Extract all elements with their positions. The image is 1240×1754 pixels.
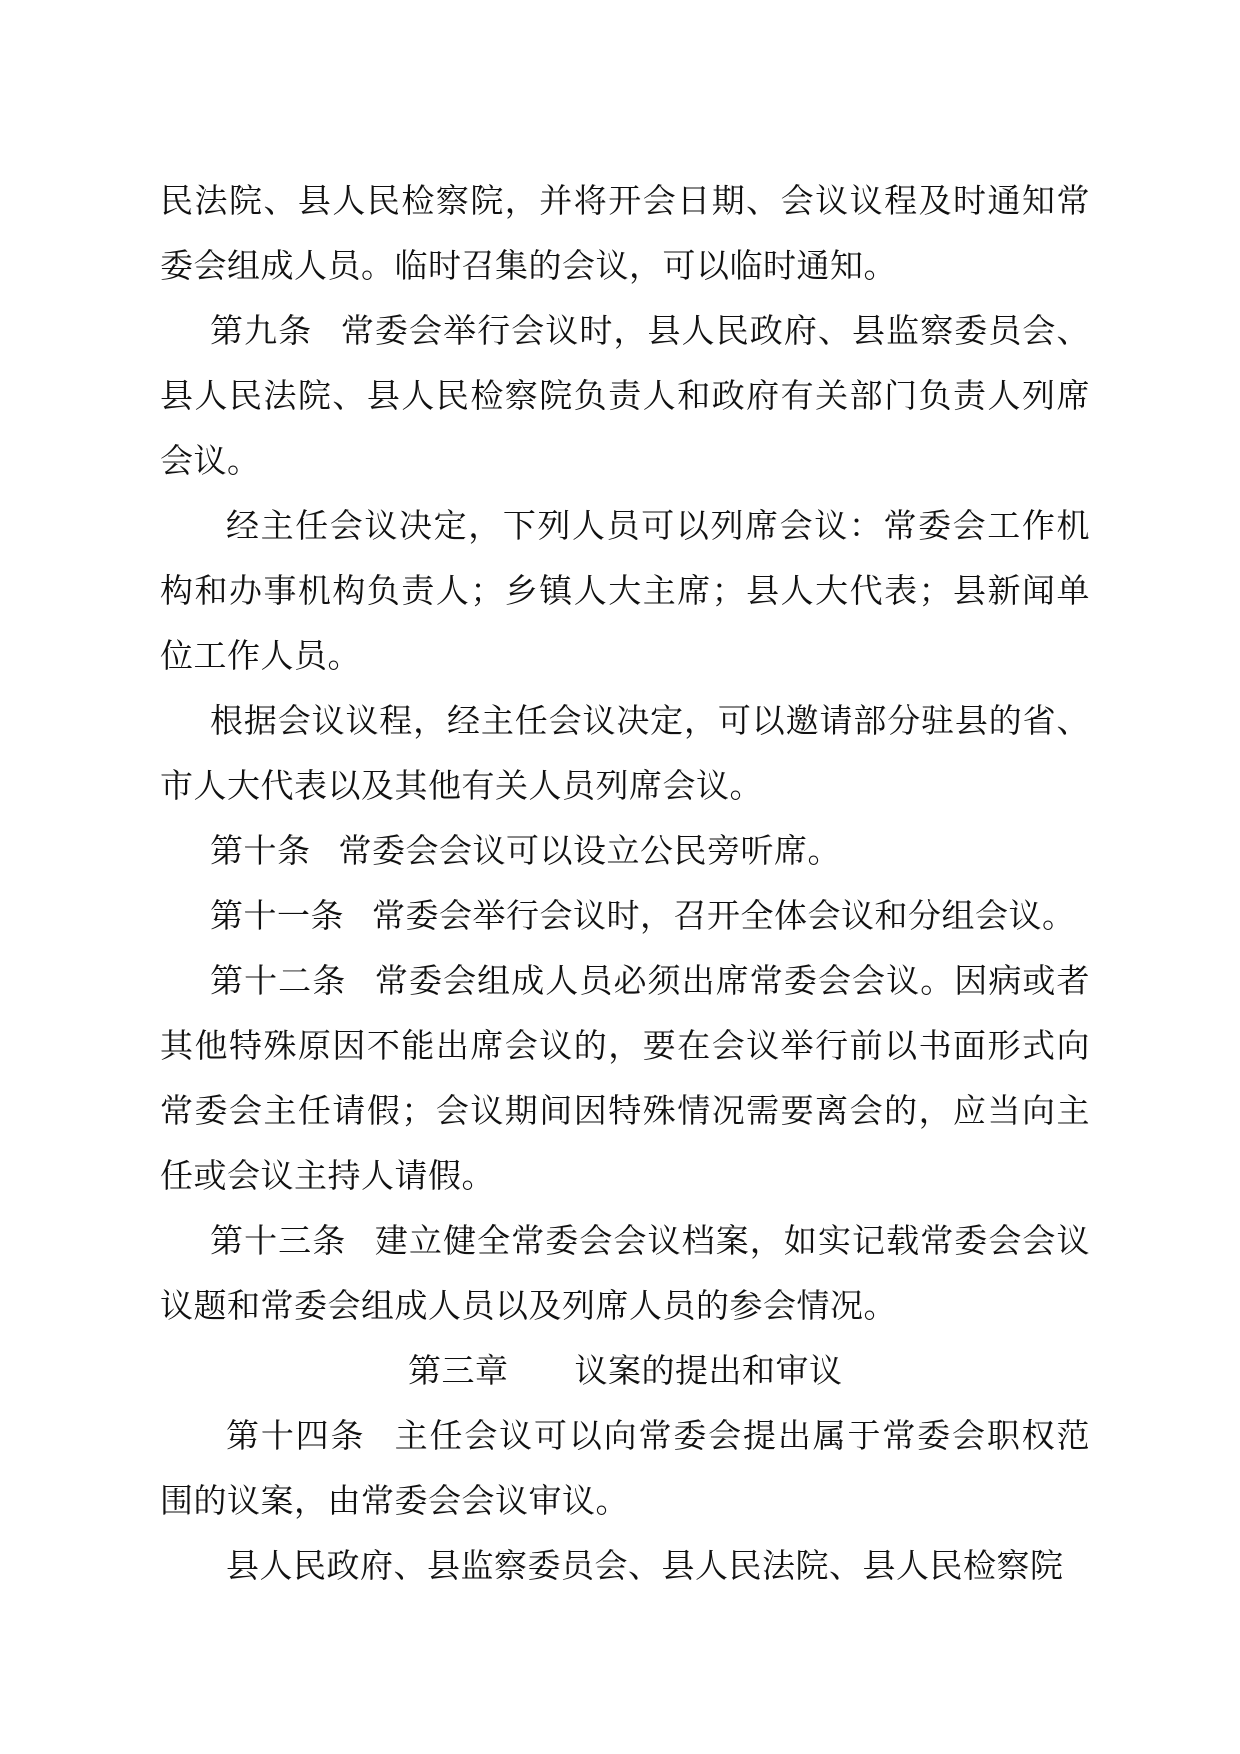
paragraph-continuation xyxy=(160,168,1090,298)
article-number: 第九条 xyxy=(210,311,313,350)
article-number: 第十四条 xyxy=(226,1416,366,1455)
article-9-paragraph-2 xyxy=(160,493,1090,688)
article-number: 第十一条 xyxy=(210,896,344,935)
article-text: 主任会议可以向常委会提出属于常委会职权范围的议案，由常委会会议审议。 xyxy=(160,1416,1091,1520)
article-12 xyxy=(160,948,1090,1208)
article-text: 建立健全常委会会议档案，如实记载常委会会议议题和常委会组成人员以及列席人员的参会情况。 xyxy=(160,1221,1091,1325)
article-14-paragraph-2 xyxy=(160,1533,1090,1598)
article-text: 常委会组成人员必须出席常委会会议。因病或者其他特殊原因不能出席会议的，要在会议举行前以书面形式向常委会主任请假；会议期间因特殊情况需要离会的，应当向主任或会议主持人请假。 xyxy=(160,961,1091,1195)
chapter-number: 第三章 xyxy=(408,1351,509,1390)
article-number: 第十三条 xyxy=(210,1221,347,1260)
chapter-heading xyxy=(160,1338,1090,1403)
chapter-title: 议案的提出和审议 xyxy=(574,1351,843,1390)
article-13 xyxy=(160,1208,1090,1338)
article-11 xyxy=(160,883,1090,948)
article-14 xyxy=(160,1403,1090,1533)
article-10 xyxy=(160,818,1090,883)
article-9 xyxy=(160,298,1090,493)
paragraph-text: 县人民政府、县监察委员会、县人民法院、县人民检察院 xyxy=(226,1546,1064,1585)
paragraph-text: 经主任会议决定，下列人员可以列席会议：常委会工作机构和办事机构负责人；乡镇人大主席；县人大代表；县新闻单位工作人员。 xyxy=(160,506,1090,675)
article-text: 常委会举行会议时，召开全体会议和分组会议。 xyxy=(372,896,1076,935)
article-text: 常委会举行会议时，县人民政府、县监察委员会、县人民法院、县人民检察院负责人和政府有关部门负责人列席会议。 xyxy=(160,311,1091,480)
document-body xyxy=(160,168,1090,1598)
paragraph-text: 根据会议议程，经主任会议决定，可以邀请部分驻县的省、市人大代表以及其他有关人员列席会议。 xyxy=(160,701,1090,805)
article-text: 常委会会议可以设立公民旁听席。 xyxy=(338,831,841,870)
article-9-paragraph-3 xyxy=(160,688,1090,818)
article-number: 第十二条 xyxy=(210,961,347,1000)
article-number: 第十条 xyxy=(210,831,311,870)
paragraph-text: 民法院、县人民检察院，并将开会日期、会议议程及时通知常委会组成人员。临时召集的会议，可以临时通知。 xyxy=(160,181,1090,285)
